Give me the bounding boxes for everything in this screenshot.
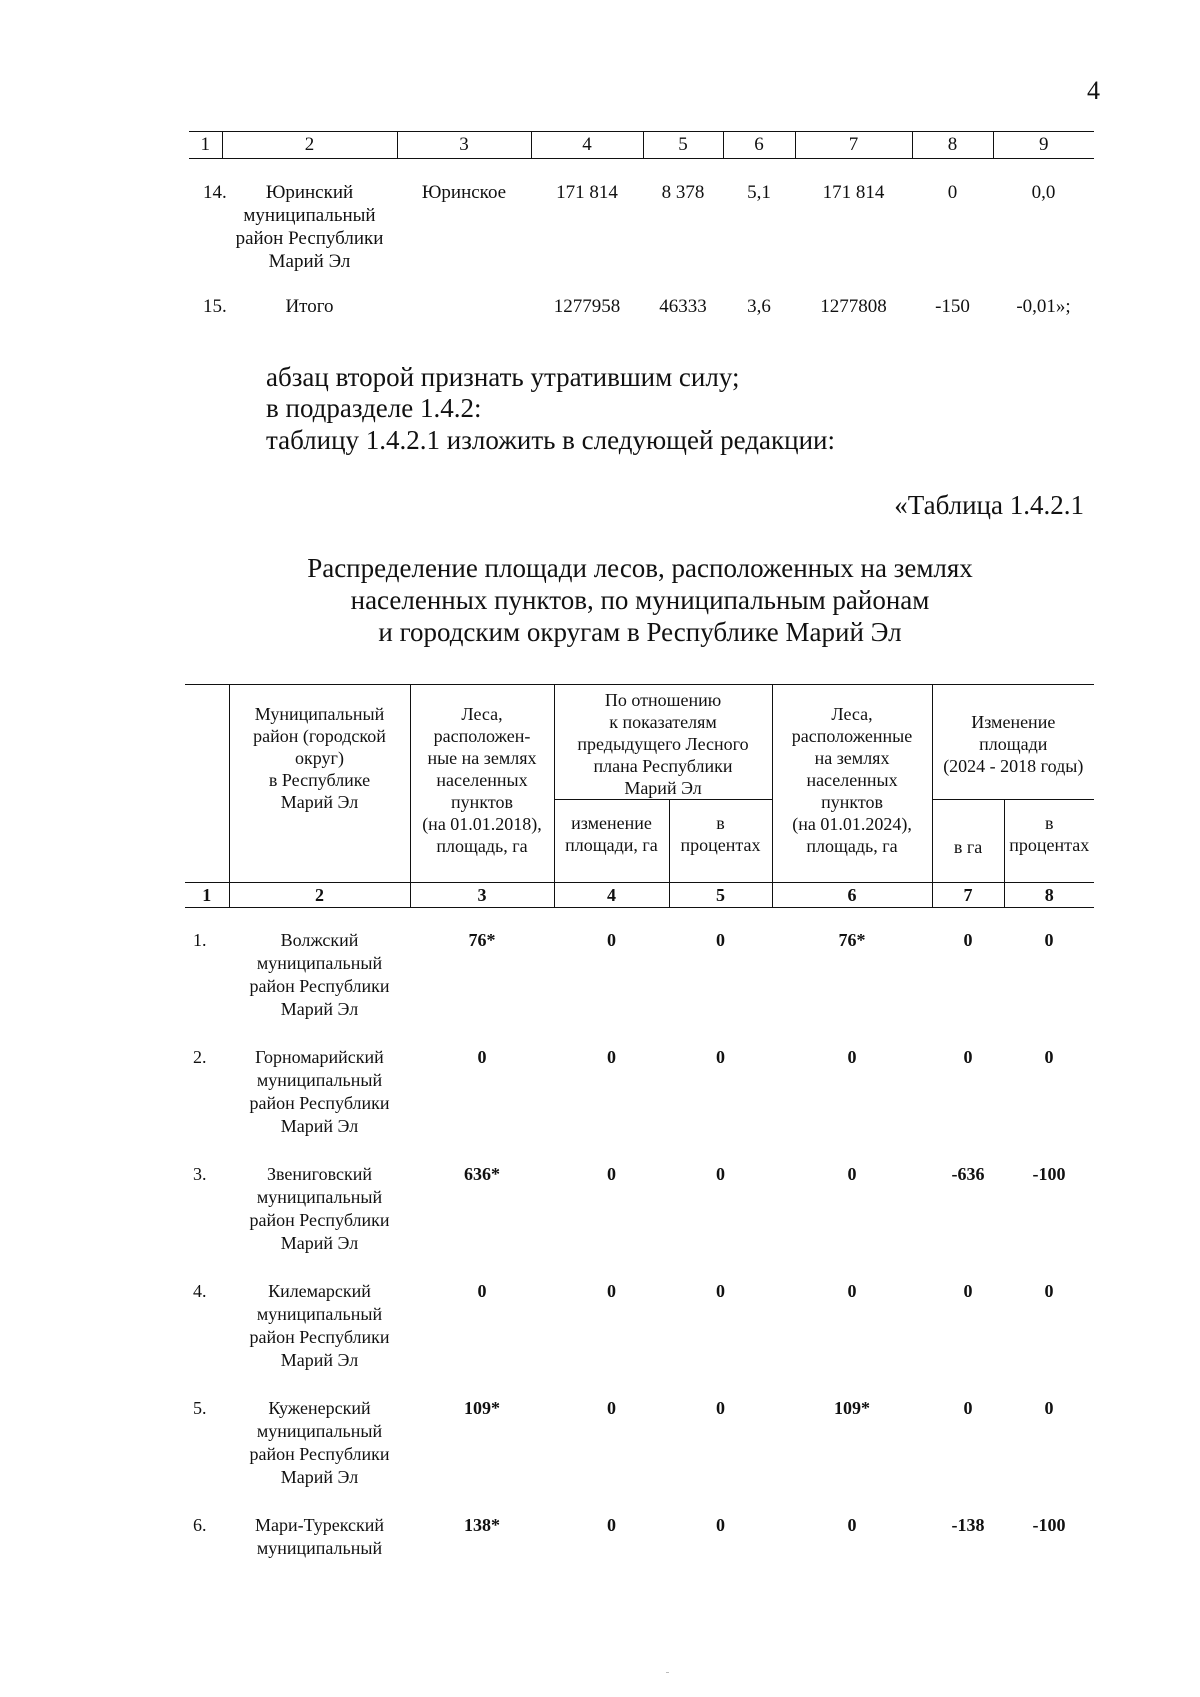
cell: 0 xyxy=(477,1047,487,1067)
header-line: изменение xyxy=(571,813,652,833)
cell: 0 xyxy=(607,1515,616,1535)
cell: -636 xyxy=(951,1164,985,1184)
header-line: пунктов xyxy=(451,792,513,812)
header-line: в xyxy=(1045,813,1054,833)
name-line: район Республики xyxy=(249,1444,390,1464)
name-line: муниципальный xyxy=(256,1421,383,1441)
col-number: 7 xyxy=(932,883,1004,908)
cell: 0 xyxy=(1044,1398,1054,1418)
table-title-line: населенных пунктов, по муниципальным районам xyxy=(350,585,930,615)
col-number: 4 xyxy=(554,883,669,908)
header-line: расположенные xyxy=(791,726,913,746)
cell: 0 xyxy=(847,1281,857,1301)
header-line: Марий Эл xyxy=(280,792,359,812)
name-line: Марий Эл xyxy=(280,999,359,1019)
cell: 0 xyxy=(963,930,973,950)
district-name-line: Юринский xyxy=(265,182,354,203)
name-line: муниципальный xyxy=(256,1538,383,1558)
cell: 0 xyxy=(607,1281,616,1301)
column-number-row xyxy=(185,883,1094,908)
row-number: 2. xyxy=(193,1047,207,1067)
table-row xyxy=(185,1140,1094,1257)
col-number: 7 xyxy=(795,132,912,159)
cell: 0 xyxy=(607,930,616,950)
cell: 0 xyxy=(963,1281,973,1301)
header-line: По отношению xyxy=(604,690,722,710)
municipality-name xyxy=(229,1491,410,1562)
cell: -0,01»; xyxy=(1016,296,1071,317)
page-number: 4 xyxy=(1087,76,1100,105)
cell: 0 xyxy=(1044,1281,1054,1301)
header-line: предыдущего Лесного xyxy=(577,734,749,754)
name-line: муниципальный xyxy=(256,1187,383,1207)
name-line: Волжский xyxy=(280,930,359,950)
header-line: плана Республики xyxy=(593,756,733,776)
header-line: Леса, xyxy=(461,704,503,724)
header-change-percent xyxy=(669,800,772,883)
row-number: 14. xyxy=(203,182,227,203)
table-row xyxy=(189,159,1094,274)
table-row xyxy=(185,1257,1094,1374)
cell: 109* xyxy=(464,1398,500,1418)
header-line: Марий Эл xyxy=(624,778,702,798)
district-name-line: район Республики xyxy=(235,228,384,249)
header-line: Леса, xyxy=(831,704,873,724)
cell: 5,1 xyxy=(747,182,771,203)
row-number: 15. xyxy=(203,296,227,317)
name-line: район Республики xyxy=(249,1327,390,1347)
header-line: в xyxy=(716,813,725,833)
table-title-line: Распределение площади лесов, расположенных на землях xyxy=(307,553,973,583)
table-row xyxy=(185,1023,1094,1140)
col-number: 1 xyxy=(185,883,229,908)
cell: 138* xyxy=(464,1515,500,1535)
header-line: к показателям xyxy=(609,712,717,732)
cell: 0 xyxy=(607,1398,616,1418)
cell: 0 xyxy=(477,1281,487,1301)
cell: 0 xyxy=(607,1047,616,1067)
cell: 0 xyxy=(1044,1047,1054,1067)
paragraph: в подразделе 1.4.2: xyxy=(266,393,482,423)
name-line: Марий Эл xyxy=(280,1467,359,1487)
cell: -100 xyxy=(1032,1164,1066,1184)
header-line: расположен- xyxy=(433,726,531,746)
col-number: 6 xyxy=(723,132,795,159)
row-number: 5. xyxy=(193,1398,207,1418)
table-title xyxy=(200,552,1080,648)
cell: 8 378 xyxy=(661,182,705,203)
name-line: Горномарийский xyxy=(255,1047,384,1067)
district-name-line: Марий Эл xyxy=(268,251,351,272)
header-line: процентах xyxy=(680,835,761,855)
header-line: населенных xyxy=(806,770,898,790)
header-line: округ) xyxy=(295,748,344,768)
district-name-line: муниципальный xyxy=(243,205,376,226)
cell: 109* xyxy=(834,1398,871,1418)
name-line: район Республики xyxy=(249,976,390,996)
header-line: процентах xyxy=(1009,835,1090,855)
name-line: Куженерский xyxy=(268,1398,371,1418)
cell: 76* xyxy=(838,930,866,950)
cell: 0 xyxy=(947,182,958,203)
municipality-name xyxy=(229,1023,410,1140)
municipality-name xyxy=(229,1257,410,1374)
cell: 76* xyxy=(468,930,496,950)
name-line: Звениговский xyxy=(267,1164,372,1184)
header-change-ha xyxy=(554,800,669,883)
table-row xyxy=(185,908,1094,1024)
cell: 0 xyxy=(847,1047,857,1067)
col-number: 4 xyxy=(531,132,643,159)
col-number: 8 xyxy=(1004,883,1094,908)
header-line: площади xyxy=(979,734,1048,754)
header-line: пунктов xyxy=(821,792,883,812)
cell: 46333 xyxy=(659,296,707,317)
name-line: район Республики xyxy=(249,1093,390,1113)
header-line: площади, га xyxy=(565,835,658,855)
header-group-area-change xyxy=(932,685,1094,800)
header-line: район (городской xyxy=(253,726,386,746)
header-area-change-percent xyxy=(1004,800,1094,883)
header-forests-2018 xyxy=(410,685,554,883)
cell: 1277808 xyxy=(820,296,887,317)
settlement-name: Юринское xyxy=(421,182,507,203)
col-number: 8 xyxy=(912,132,993,159)
header-area-change-ha: в га xyxy=(932,800,1004,883)
header-line: населенных xyxy=(436,770,528,790)
municipality-name xyxy=(229,908,410,1024)
header-line: (2024 - 2018 годы) xyxy=(943,756,1084,776)
name-line: муниципальный xyxy=(256,953,383,973)
municipality-name xyxy=(229,1374,410,1491)
col-number: 3 xyxy=(397,132,531,159)
header-line: Муниципальный xyxy=(254,704,385,724)
cell: 0 xyxy=(716,1164,725,1184)
cell: 171 814 xyxy=(822,182,885,203)
municipality-name xyxy=(229,1140,410,1257)
cell: 0 xyxy=(716,1047,725,1067)
header-col1 xyxy=(185,685,229,883)
table-row xyxy=(189,273,1094,318)
cell: 171 814 xyxy=(556,182,618,203)
col-number: 3 xyxy=(410,883,554,908)
header-line: Изменение xyxy=(971,712,1056,732)
paragraph: таблицу 1.4.2.1 изложить в следующей редакции: xyxy=(266,425,835,455)
header-line: (на 01.01.2018), xyxy=(422,814,542,834)
cell: -138 xyxy=(951,1515,985,1535)
col-number: 6 xyxy=(772,883,932,908)
header-line: в Республике xyxy=(268,770,371,790)
row-number: 3. xyxy=(193,1164,207,1184)
cell: 0 xyxy=(847,1164,857,1184)
header-line: площадь, га xyxy=(436,836,528,856)
header-line: площадь, га xyxy=(806,836,898,856)
cell: 0 xyxy=(716,930,725,950)
scan-speck xyxy=(666,1672,669,1673)
col-number: 5 xyxy=(643,132,723,159)
name-line: район Республики xyxy=(249,1210,390,1230)
cell: 0 xyxy=(716,1398,725,1418)
col-number: 1 xyxy=(189,132,222,159)
row-number: 1. xyxy=(193,930,207,950)
row-number: 4. xyxy=(193,1281,207,1301)
header-group-previous-plan xyxy=(554,685,772,800)
name-line: Марий Эл xyxy=(280,1233,359,1253)
col-number: 9 xyxy=(993,132,1094,159)
name-line: муниципальный xyxy=(256,1304,383,1324)
cell: 3,6 xyxy=(747,296,771,317)
table-row xyxy=(185,1491,1094,1562)
cell: 0 xyxy=(716,1515,725,1535)
name-line: муниципальный xyxy=(256,1070,383,1090)
col-number: 2 xyxy=(229,883,410,908)
header-row xyxy=(185,685,1094,800)
name-line: Марий Эл xyxy=(280,1116,359,1136)
cell: -150 xyxy=(935,296,970,317)
continuation-table xyxy=(189,131,1094,318)
cell: 0 xyxy=(607,1164,616,1184)
settlement-name xyxy=(397,273,531,318)
table-row xyxy=(185,1374,1094,1491)
name-line: Мари-Турекский xyxy=(254,1515,384,1535)
district-name-line: Итого xyxy=(285,296,334,317)
cell: 0 xyxy=(963,1047,973,1067)
district-name xyxy=(222,159,397,274)
district-name xyxy=(222,273,397,318)
cell: 0 xyxy=(963,1398,973,1418)
cell: 0 xyxy=(1044,930,1054,950)
header-line: (на 01.01.2024), xyxy=(792,814,912,834)
cell: 1277958 xyxy=(553,296,621,317)
table-title-line: и городским округам в Республике Марий Эл xyxy=(378,617,902,647)
col-number: 2 xyxy=(222,132,397,159)
name-line: Килемарский xyxy=(268,1281,371,1301)
header-line: на землях xyxy=(814,748,890,768)
header-line: ные на землях xyxy=(427,748,537,768)
header-forests-2024 xyxy=(772,685,932,883)
cell: 0 xyxy=(716,1281,725,1301)
cell: 0 xyxy=(847,1515,857,1535)
cell: 636* xyxy=(464,1164,500,1184)
table-label: «Таблица 1.4.2.1 xyxy=(894,490,1084,520)
cell: 0,0 xyxy=(1031,182,1056,203)
cell: -100 xyxy=(1032,1515,1066,1535)
paragraph: абзац второй признать утратившим силу; xyxy=(266,362,740,392)
row-number: 6. xyxy=(193,1515,207,1535)
forest-area-table xyxy=(185,684,1094,1562)
name-line: Марий Эл xyxy=(280,1350,359,1370)
header-municipality xyxy=(229,685,410,883)
col-number: 5 xyxy=(669,883,772,908)
column-number-row xyxy=(189,132,1094,159)
